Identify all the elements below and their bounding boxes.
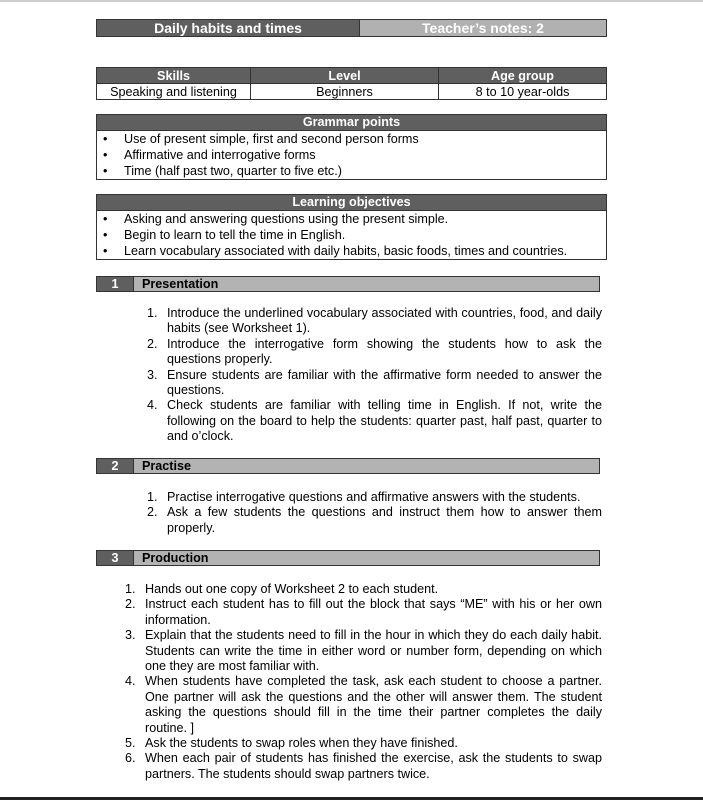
list-item [97, 131, 606, 147]
bullet-icon: • [103, 164, 108, 178]
info-table [96, 67, 607, 100]
section-practise-header [96, 458, 600, 474]
step-text: When each pair of students has finished the exercise, ask the students to swap partners. The students should swap partners twice. [145, 751, 602, 781]
bullet-icon: • [103, 148, 108, 162]
step-number: 2. [125, 597, 136, 612]
list-item [125, 628, 602, 674]
step-text: Ask a few students the questions and instruct them how to answer them properly. [167, 505, 602, 535]
grammar-item: Time (half past two, quarter to five etc.) [124, 164, 342, 178]
step-number: 1. [147, 490, 158, 504]
grammar-points-box [96, 114, 607, 180]
step-number: 4. [147, 398, 158, 413]
step-text: When students have completed the task, ask each student to choose a partner. One partner will ask the questions and the other will answer them. The student asking the questions should fill in the time their partner completes the daily routine. ] [145, 674, 602, 735]
step-number: 3. [125, 628, 136, 643]
step-number: 1. [125, 582, 136, 596]
list-item [97, 243, 606, 259]
level-value: Beginners [251, 84, 439, 100]
step-text: Check students are familiar with telling time in English. If not, write the following on the board to help the students: quarter past, half past, quarter to and o’clock. [167, 398, 602, 444]
learning-objectives-title: Learning objectives [97, 195, 606, 211]
list-item [147, 505, 602, 536]
section-presentation-header [96, 276, 600, 292]
section-number: 3 [97, 551, 134, 565]
objective-item: Learn vocabulary associated with daily habits, basic foods, times and countries. [124, 244, 568, 258]
objective-item: Begin to learn to tell the time in English. [124, 228, 346, 242]
title-bar [96, 19, 607, 37]
production-steps [125, 582, 602, 782]
step-text: Instruct each student has to fill out the block that says “ME” with his or her own information. [145, 597, 602, 627]
step-number: 2. [147, 336, 158, 351]
level-header: Level [251, 68, 439, 84]
document-title: Daily habits and times [97, 20, 360, 36]
step-number: 3. [147, 367, 158, 382]
section-number: 1 [97, 277, 134, 291]
bullet-icon: • [103, 244, 108, 258]
section-number: 2 [97, 459, 134, 473]
practise-steps [147, 490, 602, 536]
list-item [147, 306, 602, 337]
section-title: Practise [134, 459, 599, 473]
list-item [97, 147, 606, 163]
teachers-notes-label: Teacher’s notes: 2 [360, 20, 606, 36]
bullet-icon: • [103, 132, 108, 146]
list-item [147, 490, 602, 505]
list-item [147, 398, 602, 444]
grammar-points-title: Grammar points [97, 115, 606, 131]
presentation-steps [147, 306, 602, 445]
step-number: 2. [147, 505, 158, 520]
list-item [97, 227, 606, 243]
step-text: Hands out one copy of Worksheet 2 to each student. [145, 582, 439, 596]
step-text: Ask the students to swap roles when they have finished. [145, 736, 458, 751]
section-production-header [96, 550, 600, 566]
step-number: 1. [147, 306, 158, 320]
list-item [97, 163, 606, 179]
age-group-value: 8 to 10 year-olds [439, 84, 607, 100]
step-number: 5. [125, 736, 136, 751]
section-title: Presentation [134, 277, 599, 291]
skills-value: Speaking and listening [97, 84, 251, 100]
grammar-item: Affirmative and interrogative forms [124, 148, 316, 162]
list-item [125, 582, 602, 597]
step-number: 6. [125, 751, 136, 766]
step-text: Introduce the underlined vocabulary associated with countries, food, and daily habits (see Worksheet 1). [167, 306, 602, 336]
step-number: 4. [125, 674, 136, 689]
bullet-icon: • [103, 212, 108, 226]
step-text: Ensure students are familiar with the affirmative form needed to answer the questions. [167, 367, 602, 398]
age-group-header: Age group [439, 68, 607, 84]
step-text: Practise interrogative questions and affirmative answers with the students. [167, 490, 581, 504]
list-item [125, 736, 602, 751]
grammar-item: Use of present simple, first and second person forms [124, 132, 419, 146]
bullet-icon: • [103, 228, 108, 242]
learning-objectives-box [96, 194, 607, 260]
section-title: Production [134, 551, 599, 565]
list-item [125, 597, 602, 628]
objective-item: Asking and answering questions using the present simple. [124, 212, 449, 226]
list-item [147, 336, 602, 368]
list-item [147, 367, 602, 399]
skills-header: Skills [97, 68, 251, 84]
step-text: Explain that the students need to fill in the hour in which they do each daily habit. Students can write the time in either word or number form, depending on which one they are most familiar with. [145, 628, 602, 674]
list-item [97, 211, 606, 227]
list-item [125, 751, 602, 782]
page-top-border [0, 0, 703, 2]
list-item [125, 674, 602, 736]
step-text: Introduce the interrogative form showing the students how to ask the questions properly. [167, 336, 602, 367]
